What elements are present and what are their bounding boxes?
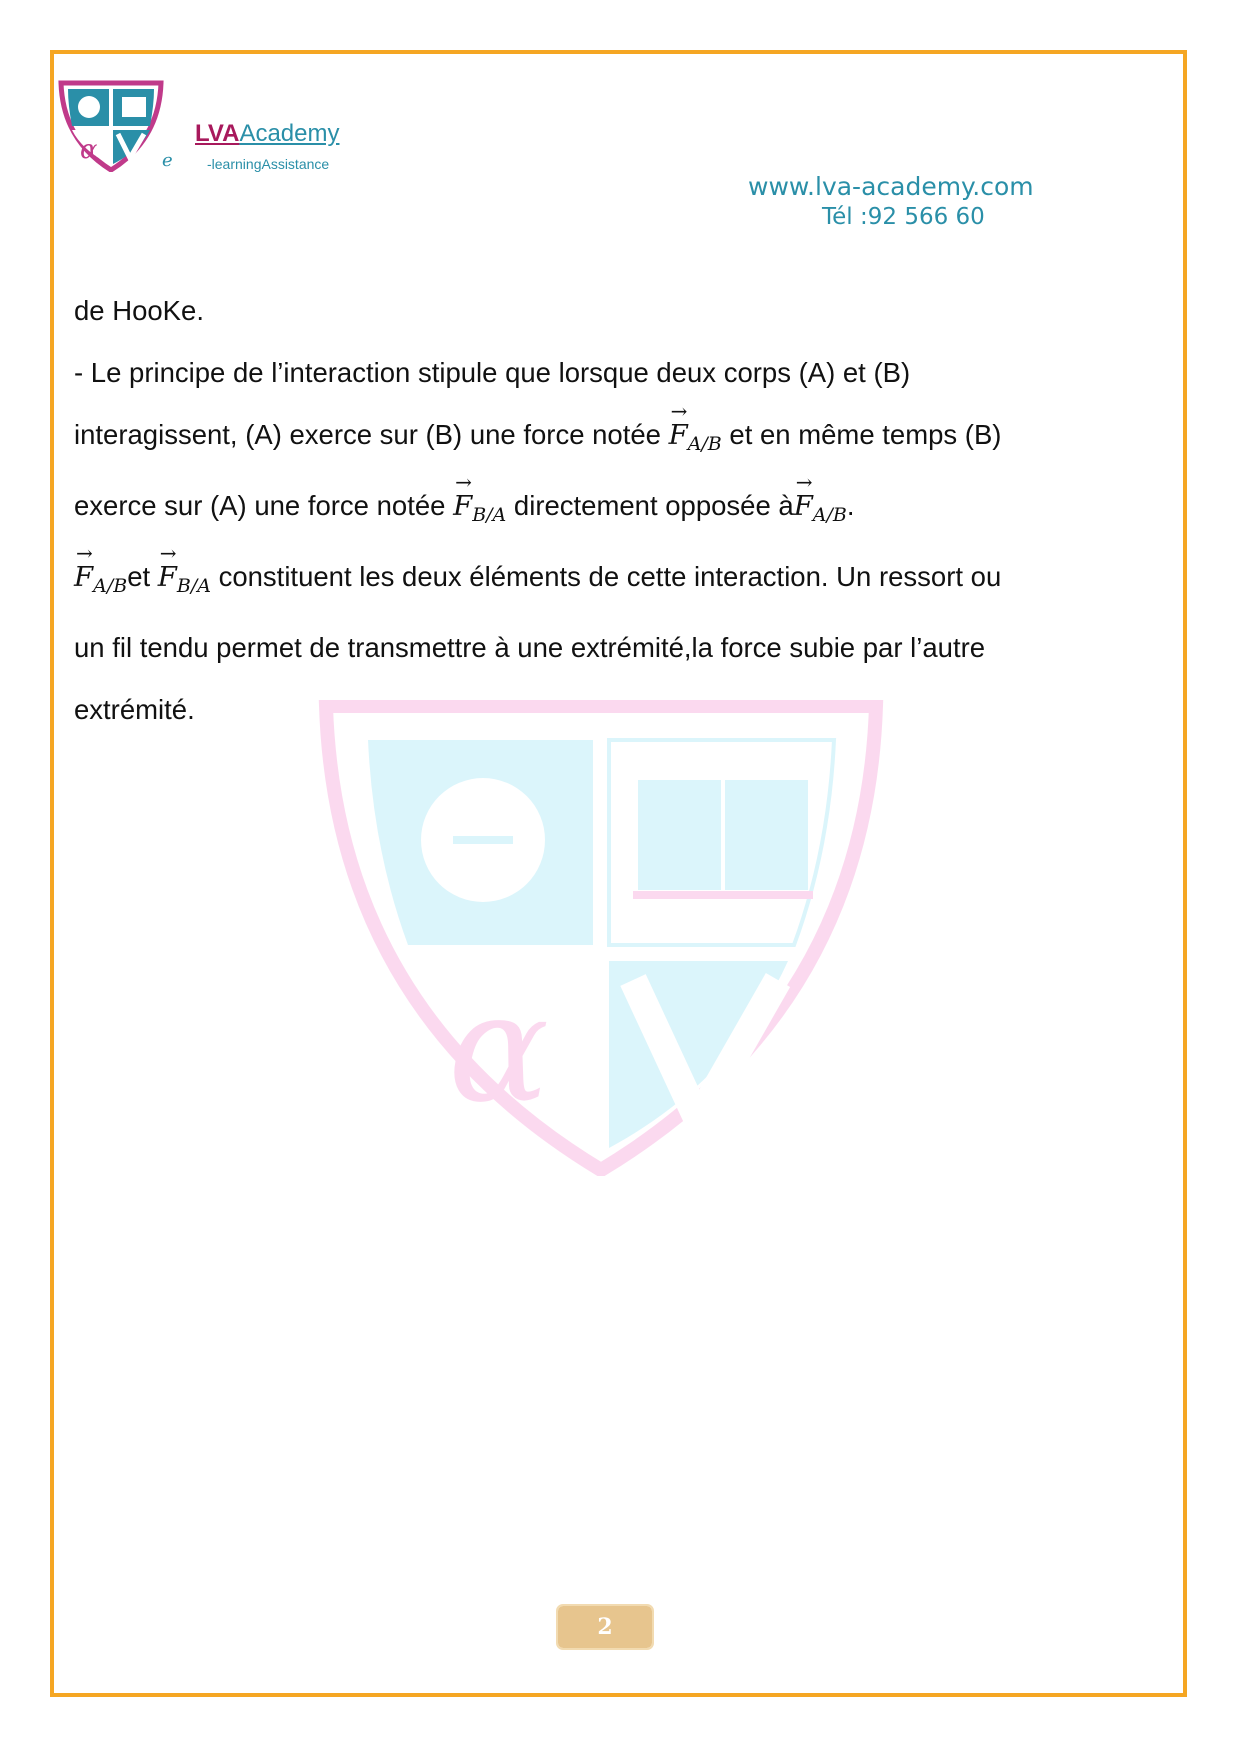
svg-text:α: α <box>80 135 98 165</box>
text-line: exerce sur (A) une force notée → $F_{B/A}$ directement opposée à → $F_{A/B}$. <box>74 475 1154 546</box>
vector-f-ba: → $F_{B/A}$ <box>157 541 211 597</box>
text-line: → $F_{A/B}et$ → $F_{B/A}$ constituent les deux éléments de cette interaction. Un ressort ou <box>74 546 1154 617</box>
text-line: un fil tendu permet de transmettre à une extrémité,la force subie par l’autre <box>74 632 986 663</box>
website-link[interactable]: www.lva-academy.com <box>748 172 1034 201</box>
brand-academy: Academy <box>239 120 340 147</box>
page-number-badge: 2 <box>558 1606 652 1648</box>
brand-e: e <box>162 150 173 171</box>
vector-f-ba: → $F_{B/A}$ <box>453 470 507 526</box>
brand-lva: LVA <box>195 120 240 147</box>
text-line: de HooKe. <box>74 295 204 326</box>
text-line: extrémité. <box>74 694 195 725</box>
brand-name <box>195 120 339 148</box>
alpha-icon: α <box>448 962 550 1136</box>
vector-f-ab: → $F_{A/B}$ <box>668 399 722 455</box>
shield-logo-icon <box>58 80 164 172</box>
phone-number: Tél :92 566 60 <box>822 204 985 230</box>
text-line: interagissent, (A) exerce sur (B) une force notée → $F_{A/B}$ et en même temps (B) <box>74 404 1154 475</box>
vector-f-ab: → $F_{A/B}$ <box>793 470 847 526</box>
brand-tagline: -learningAssistance <box>207 156 330 172</box>
watermark-shield-icon <box>318 700 884 1176</box>
text-line: - Le principe de l’interaction stipule que lorsque deux corps (A) et (B) <box>74 357 911 388</box>
vector-f-ab: → $F_{A/B}$ <box>74 541 128 597</box>
body-text <box>74 280 1154 741</box>
book-icon <box>633 780 813 895</box>
